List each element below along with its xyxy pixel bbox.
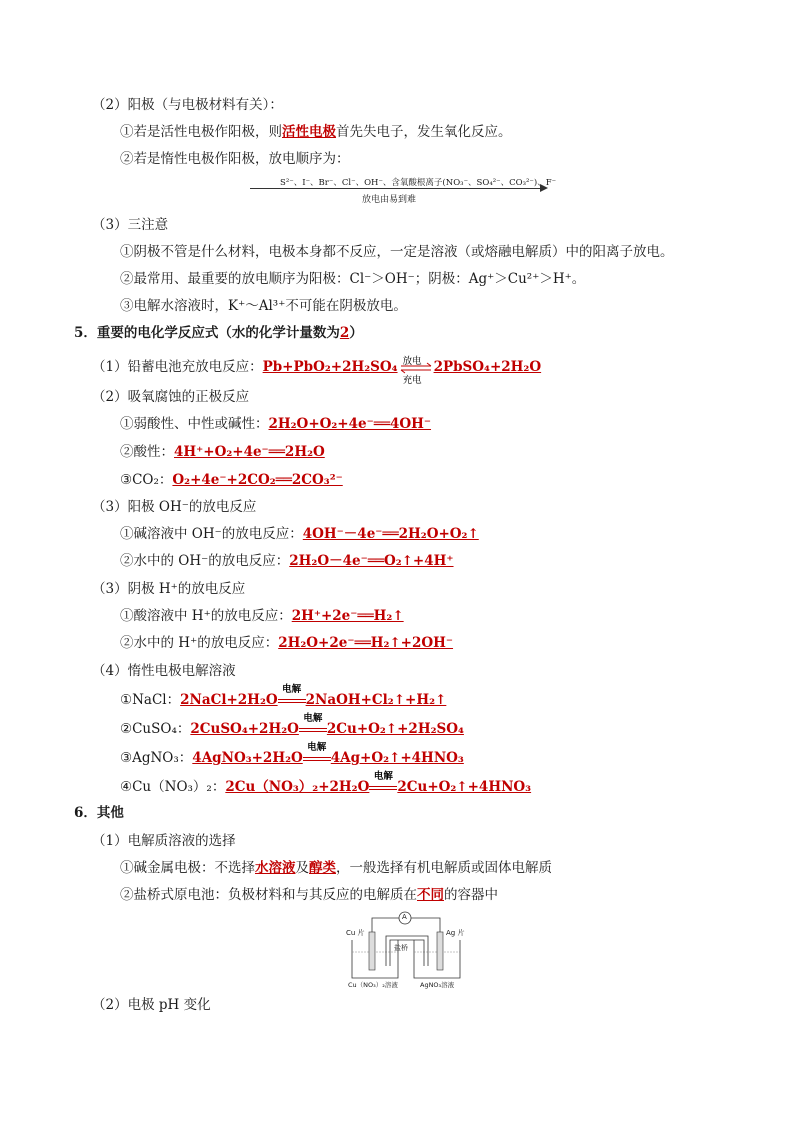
text: 的容器中 (444, 887, 498, 903)
answer-right: 2Cu+O₂↑+4HNO₃ (397, 779, 532, 795)
right-solution-label: AgNO₃溶液 (420, 981, 455, 989)
text: ①若是活性电极作阳极，则 (120, 124, 282, 140)
anode-line-2: ②若是惰性电极作阳极，放电顺序为： (120, 151, 350, 167)
text: ①碱溶液中 OH⁻的放电反应： (120, 526, 303, 542)
order-text: S²⁻、I⁻、Br⁻、Cl⁻、OH⁻、含氧酸根离子(NO₃⁻、SO₄²⁻、CO₃²⁻)、F⁻ (280, 178, 557, 188)
text: 及 (295, 860, 309, 876)
electrolysis-condition (278, 684, 306, 709)
condition-label: 电解 (282, 684, 302, 695)
electrolysis-condition (303, 742, 331, 767)
h-title: （3）阴极 H⁺的放电反应 (92, 581, 246, 597)
sec6-sub2: （2）电极 pH 变化 (92, 997, 211, 1013)
answer-different: 不同 (417, 887, 444, 903)
answer-left: 4AgNO₃+2H₂O (192, 750, 303, 766)
h-1 (120, 607, 404, 625)
cu-electrode-label: Cu 片 (346, 929, 365, 937)
text: ②酸性： (120, 444, 174, 460)
note-3: ③电解水溶液时，K⁺～Al³⁺不可能在阴极放电。 (120, 298, 407, 314)
text: ③CO₂： (120, 472, 173, 488)
cell-drawing (344, 910, 474, 990)
oxy-title: （2）吸氧腐蚀的正极反应 (92, 389, 250, 405)
text: ③AgNO₃： (120, 750, 193, 766)
sec6-sub1: （1）电解质溶液的选择 (92, 833, 236, 849)
answer: 2H₂O－4e⁻══O₂↑+4H⁺ (289, 553, 454, 569)
text: ①碱金属电极：不选择 (120, 860, 255, 876)
text: ②CuSO₄： (120, 721, 191, 737)
lead-battery-line (92, 355, 542, 386)
text: ②盐桥式原电池：负极材料和与其反应的电解质在 (120, 887, 417, 903)
h-2 (120, 634, 453, 652)
lead-left: Pb+PbO₂+2H₂SO₄ (262, 359, 398, 375)
answer: 2H₂O+2e⁻══H₂↑+2OH⁻ (278, 635, 454, 651)
oh-1 (120, 525, 479, 543)
note-2: ②最常用、最重要的放电顺序为阳极：Cl⁻＞OH⁻；阴极：Ag⁺＞Cu²⁺＞H⁺。 (120, 271, 586, 287)
note-1: ①阴极不管是什么材料，电极本身都不反应，一定是溶液（或熔融电解质）中的阳离子放电。 (120, 244, 674, 260)
charge-label: 充电 (402, 374, 422, 386)
text: （1）铅蓄电池充放电反应： (92, 359, 263, 375)
order-arrow-line (250, 188, 542, 189)
electrolysis-2 (120, 713, 464, 738)
answer: O₂+4e⁻+2CO₂══2CO₃²⁻ (172, 472, 343, 488)
condition-label: 电解 (373, 771, 393, 782)
answer-coefficient: 2 (339, 325, 350, 341)
left-solution-label: Cu（NO₃）₂溶液 (348, 981, 398, 989)
electrolysis-4 (120, 771, 532, 796)
oxy-2 (120, 443, 325, 461)
inert-title: （4）惰性电极电解溶液 (92, 663, 236, 679)
answer-right: 4Ag+O₂↑+4HNO₃ (330, 750, 464, 766)
electrolysis-condition (299, 713, 327, 738)
answer-alcohols: 醇类 (309, 860, 336, 876)
order-caption: 放电由易到难 (362, 195, 417, 205)
answer-right: 2Cu+O₂↑+2H₂SO₄ (326, 721, 464, 737)
oxy-1 (120, 415, 431, 433)
answer-left: 2Cu（NO₃）₂+2H₂O (225, 779, 370, 795)
electrolysis-condition (369, 771, 397, 796)
sec6-s1 (120, 859, 552, 877)
answer-water-solution: 水溶液 (255, 860, 296, 876)
text: 5．重要的电化学反应式（水的化学计量数为 (74, 325, 340, 341)
text: ①酸溶液中 H⁺的放电反应： (120, 608, 292, 624)
condition-label: 电解 (303, 713, 323, 724)
oh-2 (120, 552, 454, 570)
order-arrow-head (540, 184, 548, 192)
anode-title: （2）阳极（与电极材料有关）： (92, 97, 283, 113)
answer-left: 2CuSO₄+2H₂O (190, 721, 299, 737)
salt-bridge-cell-figure (344, 910, 474, 990)
ag-electrode-label: Ag 片 (446, 929, 465, 937)
discharge-label: 放电 (402, 355, 422, 367)
condition-label: 电解 (307, 742, 327, 753)
answer-left: 2NaCl+2H₂O (180, 692, 278, 708)
text: ④Cu（NO₃）₂： (120, 779, 226, 795)
electrolysis-3 (120, 742, 464, 767)
answer: 4H⁺+O₂+4e⁻══2H₂O (174, 444, 325, 460)
text: ） (349, 325, 363, 341)
salt-bridge-label: 盐桥 (394, 944, 408, 952)
text: ②水中的 H⁺的放电反应： (120, 635, 279, 651)
text: ，一般选择有机电解质或固体电解质 (336, 860, 552, 876)
text: ①弱酸性、中性或碱性： (120, 416, 269, 432)
sec6-s2 (120, 886, 498, 904)
text: ①NaCl： (120, 692, 181, 708)
ammeter-label: A (402, 913, 407, 921)
text: ②水中的 OH⁻的放电反应： (120, 553, 290, 569)
notes-title: （3）三注意 (92, 217, 169, 233)
answer: 2H⁺+2e⁻══H₂↑ (291, 608, 404, 624)
answer: 4OH⁻－4e⁻══2H₂O+O₂↑ (302, 526, 479, 542)
answer: 2H₂O+O₂+4e⁻══4OH⁻ (268, 416, 432, 432)
section-6-title: 6．其他 (74, 805, 124, 821)
lead-right: 2PbSO₄+2H₂O (433, 359, 542, 375)
text: 首先失电子，发生氧化反应。 (336, 124, 512, 140)
anode-line-1 (120, 123, 512, 141)
answer-right: 2NaOH+Cl₂↑+H₂↑ (305, 692, 447, 708)
answer-active-electrode: 活性电极 (282, 124, 336, 140)
discharge-order-diagram (250, 176, 557, 206)
reversible-arrow (399, 355, 433, 386)
oh-title: （3）阳极 OH⁻的放电反应 (92, 499, 257, 515)
oxy-3 (120, 471, 343, 489)
section-5-title (74, 324, 363, 342)
electrolysis-1 (120, 684, 447, 709)
